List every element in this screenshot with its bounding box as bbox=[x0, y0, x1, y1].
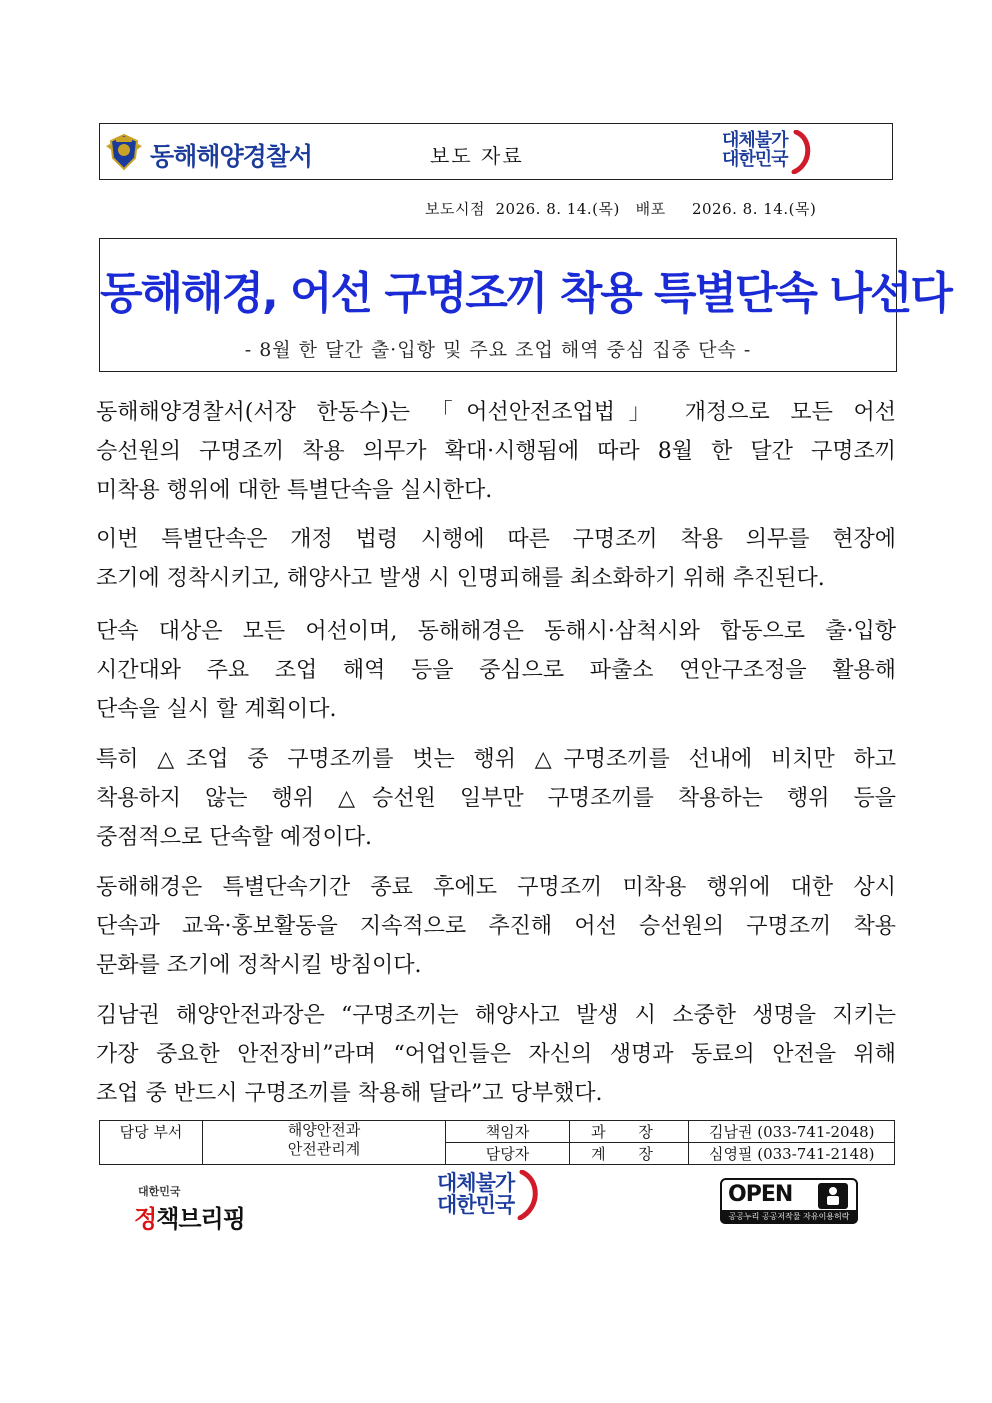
open-license-strip: 공공누리 공공저작물 자유이용허락 bbox=[720, 1210, 858, 1224]
paragraph-line: 특히 △조업 중 구명조끼를 벗는 행위 △구명조끼를 선내에 비치만 하고 bbox=[96, 747, 896, 772]
attribution-icon bbox=[818, 1183, 848, 1209]
slogan-line1: 대체불가 bbox=[722, 130, 788, 151]
paragraph-line: 중점적으로 단속할 예정이다. bbox=[96, 825, 373, 850]
paragraph-line: 조업 중 반드시 구명조끼를 착용해 달라”고 당부했다. bbox=[96, 1081, 603, 1106]
article-paragraph bbox=[96, 393, 896, 510]
contact-row bbox=[100, 1121, 895, 1143]
header-box bbox=[99, 123, 893, 180]
org-name: 동해해양경찰서 bbox=[150, 142, 313, 171]
paragraph-line: 단속을 실시 할 계획이다. bbox=[96, 697, 337, 722]
paragraph-line: 단속 대상은 모든 어선이며, 동해해경은 동해시·삼척시와 합동으로 출·입항 bbox=[96, 619, 896, 644]
article-paragraph bbox=[96, 868, 896, 985]
headline: 동해해경, 어선 구명조끼 착용 특별단속 나선다 bbox=[100, 268, 951, 319]
contact-table bbox=[99, 1120, 895, 1165]
dept-label: 담당 부서 bbox=[100, 1121, 203, 1165]
contact-role: 책임자 bbox=[446, 1121, 570, 1143]
briefing-small-text: 대한민국 bbox=[138, 1185, 181, 1198]
slogan-swoosh-icon bbox=[790, 130, 814, 174]
contact-person: 심영필 (033-741-2148) bbox=[689, 1143, 895, 1165]
contact-role: 담당자 bbox=[446, 1143, 570, 1165]
article-paragraph bbox=[96, 996, 896, 1113]
paragraph-line: 이번 특별단속은 개정 법령 시행에 따른 구명조끼 착용 의무를 현장에 bbox=[96, 527, 896, 552]
paragraph-line: 시간대와 주요 조업 해역 등을 중심으로 파출소 연안구조정을 활용해 bbox=[96, 658, 896, 683]
coast-guard-emblem-icon bbox=[104, 132, 144, 172]
slogan-logo bbox=[722, 131, 788, 169]
paragraph-line: 동해해경은 특별단속기간 종료 후에도 구명조끼 미착용 행위에 대한 상시 bbox=[96, 875, 896, 900]
dept-line1: 해양안전과 bbox=[287, 1121, 361, 1139]
paragraph-line: 미착용 행위에 대한 특별단속을 실시한다. bbox=[96, 478, 493, 503]
title-box bbox=[99, 238, 951, 372]
open-text: OPEN bbox=[728, 1182, 793, 1207]
contact-title: 과 장 bbox=[570, 1121, 689, 1143]
article-paragraph bbox=[96, 740, 896, 857]
article-paragraph bbox=[96, 520, 896, 598]
paragraph-line: 단속과 교육·홍보활동을 지속적으로 추진해 어선 승선원의 구명조끼 착용 bbox=[96, 914, 896, 939]
dept-team bbox=[203, 1121, 446, 1165]
press-release-label: 보도 자료 bbox=[430, 144, 524, 168]
paragraph-line: 동해해양경찰서(서장 한동수)는 「어선안전조업법」 개정으로 모든 어선 bbox=[96, 400, 896, 425]
paragraph-line: 가장 중요한 안전장비”라며 “어업인들은 자신의 생명과 동료의 안전을 위해 bbox=[96, 1042, 896, 1067]
paragraph-line: 문화를 조기에 정착시킬 방침이다. bbox=[96, 953, 422, 978]
paragraph-line: 착용하지 않는 행위 △승선원 일부만 구명조끼를 착용하는 행위 등을 bbox=[96, 786, 896, 811]
contact-person: 김남권 (033-741-2048) bbox=[689, 1121, 895, 1143]
footer-slogan-line2: 대한민국 bbox=[437, 1193, 515, 1217]
slogan-line2: 대한민국 bbox=[722, 149, 788, 170]
subheadline: - 8월 한 달간 출·입항 및 주요 조업 해역 중심 집중 단속 - bbox=[244, 339, 752, 361]
briefing-big-text: 정책브리핑 bbox=[134, 1205, 245, 1233]
article-paragraph bbox=[96, 612, 896, 729]
paragraph-line: 김남권 해양안전과장은 “구명조끼는 해양사고 발생 시 소중한 생명을 지키는 bbox=[96, 1003, 896, 1028]
contact-title: 계 장 bbox=[570, 1143, 689, 1165]
paragraph-line: 승선원의 구명조끼 착용 의무가 확대·시행됨에 따라 8월 한 달간 구명조끼 bbox=[96, 439, 896, 464]
dept-line2: 안전관리계 bbox=[287, 1140, 361, 1158]
briefing-accent-char: 정 bbox=[134, 1205, 157, 1233]
paragraph-line: 조기에 정착시키고, 해양사고 발생 시 인명피해를 최소화하기 위해 추진된다. bbox=[96, 566, 825, 591]
release-dates: 보도시점 2026. 8. 14.(목) 배포 2026. 8. 14.(목) bbox=[425, 200, 817, 218]
footer-slogan-logo bbox=[437, 1172, 514, 1216]
footer-slogan-swoosh-icon bbox=[516, 1170, 542, 1220]
policy-briefing-logo bbox=[134, 1183, 245, 1234]
kogl-open-badge bbox=[720, 1178, 858, 1224]
footer-slogan-line1: 대체불가 bbox=[437, 1171, 515, 1195]
